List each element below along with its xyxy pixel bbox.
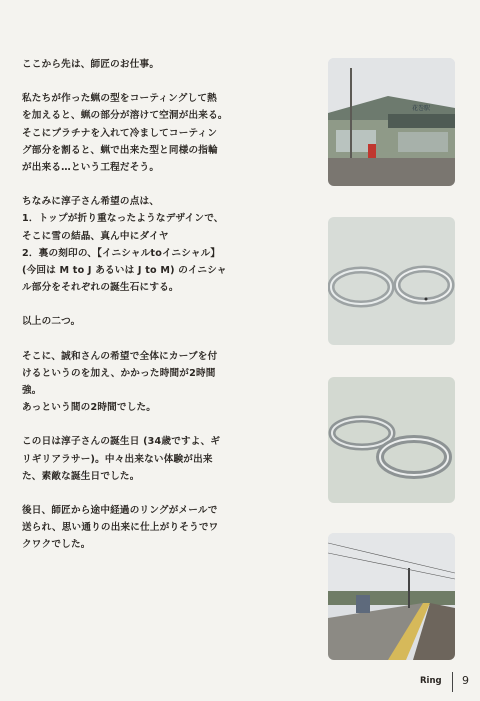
text-line: が出来る…という工程だそう。 bbox=[22, 162, 160, 174]
text-line: クワクでした。 bbox=[22, 539, 91, 551]
paragraph bbox=[22, 90, 312, 176]
section-label: Ring bbox=[420, 676, 442, 686]
text-line: 以上の二つ。 bbox=[22, 316, 81, 328]
text-line: 後日、師匠から途中経過のリングがメールで bbox=[22, 505, 218, 517]
text-line: ル部分をそれぞれの誕生石にする。 bbox=[22, 282, 179, 294]
paragraph bbox=[22, 348, 312, 417]
rings-photo-bottom bbox=[328, 377, 455, 503]
text-line: けるというのを加え、かかった時間が2時間 bbox=[22, 367, 216, 379]
paragraph bbox=[22, 313, 312, 330]
text-line: ここから先は、師匠のお仕事。 bbox=[22, 59, 160, 70]
paragraph bbox=[22, 502, 312, 554]
article-body bbox=[22, 56, 312, 554]
text-line: 2．裏の刻印の、【イニシャルtoイニシャル】 bbox=[22, 247, 221, 259]
text-line: 私たちが作った蝋の型をコーティングして熱 bbox=[22, 93, 217, 105]
rings-photo-top bbox=[328, 217, 455, 345]
text-line: リギリアラサー)。中々出来ない体験が出来 bbox=[22, 453, 213, 465]
page-number: 9 bbox=[462, 674, 469, 687]
text-line: グ部分を割ると、蝋で出来た型と同様の指輪 bbox=[22, 144, 218, 156]
text-line: 強。 bbox=[22, 385, 42, 397]
text-line: 1．トップが折り重なったようなデザインで、 bbox=[22, 213, 224, 225]
text-line: そこに、誠和さんの希望で全体にカーブを付 bbox=[22, 350, 218, 362]
platform-photo bbox=[328, 533, 455, 660]
text-line: あっという間の2時間でした。 bbox=[22, 402, 157, 414]
paragraph bbox=[22, 433, 312, 485]
text-line: ちなみに淳子さん希望の点は、 bbox=[22, 196, 160, 208]
text-line: (今回は M to J あるいは J to M) のイニシャ bbox=[22, 265, 227, 277]
station-photo bbox=[328, 58, 455, 186]
paragraph bbox=[22, 56, 312, 73]
text-line: そこに雪の結晶、真ん中にダイヤ bbox=[22, 230, 169, 242]
text-line: この日は淳子さんの誕生日 (34歳ですよ、ギ bbox=[22, 436, 221, 448]
station-sign-text: 花巻駅 bbox=[412, 105, 431, 112]
footer-divider bbox=[452, 672, 453, 692]
text-line: を加えると、蝋の部分が溶けて空洞が出来る。 bbox=[22, 110, 228, 122]
text-line: 送られ、思い通りの出来に仕上がりそうでワ bbox=[22, 522, 219, 534]
text-line: そこにプラチナを入れて冷ましてコーティン bbox=[22, 127, 218, 139]
text-line: た、素敵な誕生日でした。 bbox=[22, 470, 140, 482]
paragraph bbox=[22, 193, 312, 296]
